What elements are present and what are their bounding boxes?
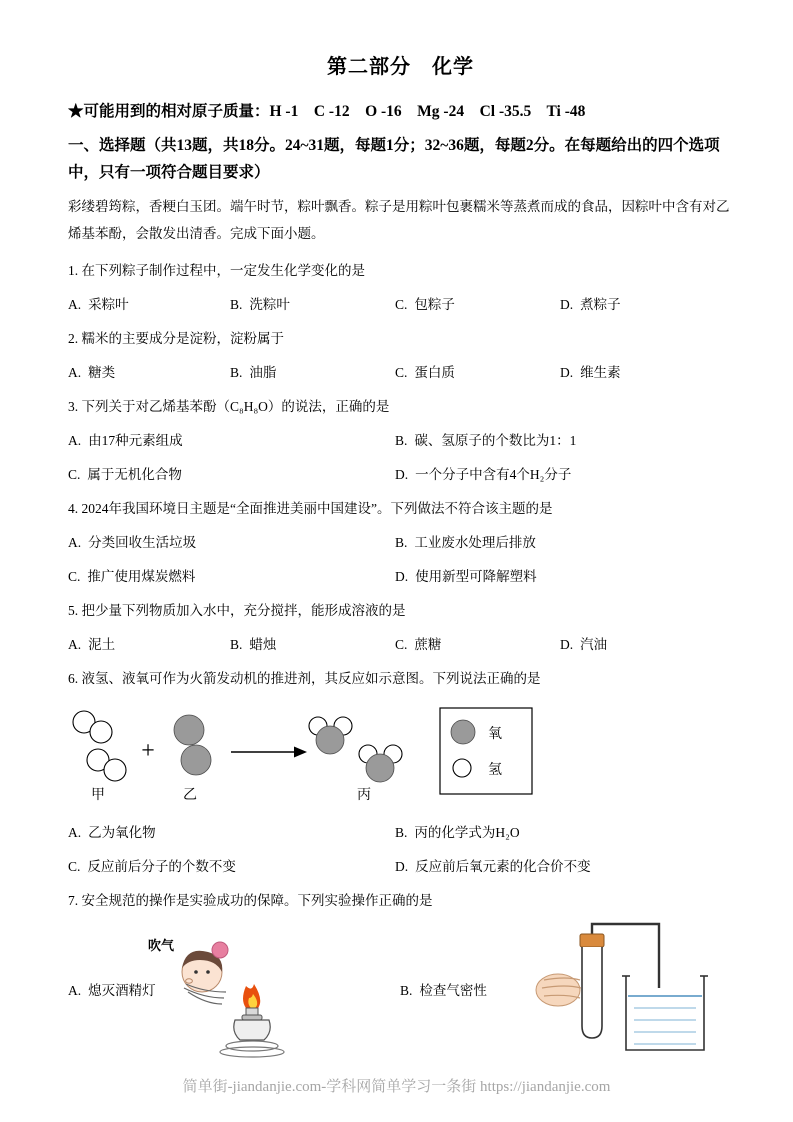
option-label: A.	[68, 637, 82, 652]
label-bing: 丙	[357, 788, 371, 803]
option-b	[400, 980, 487, 1001]
legend-box	[440, 708, 532, 794]
alcohol-lamp-icon	[220, 1008, 284, 1057]
option-b	[395, 532, 733, 553]
question-4-options	[68, 532, 733, 587]
option-label: D.	[395, 569, 409, 584]
question-7	[68, 890, 733, 1076]
option-c	[68, 464, 395, 485]
question-1	[68, 260, 733, 315]
option-text: 反应前后分子的个数不变	[87, 859, 236, 874]
option-a	[68, 532, 395, 553]
question-5	[68, 600, 733, 655]
question-3-options	[68, 430, 733, 485]
option-text: 使用新型可降解塑料	[415, 569, 537, 584]
option-text: 属于无机化合物	[87, 467, 182, 482]
oxygen-molecule	[174, 715, 211, 775]
atomic-mass-line: ★可能用到的相对原子质量：H -1 C -12 O -16 Mg -24 Cl -35.5 Ti -48	[68, 103, 586, 120]
option-text: 推广使用煤炭燃料	[87, 569, 196, 584]
option-text: 维生素	[580, 365, 621, 380]
label-jia: 甲	[91, 788, 105, 803]
water-molecule	[309, 717, 352, 754]
question-1-options	[68, 294, 733, 315]
option-text: 碳、氢原子的个数比为1：1	[414, 433, 577, 448]
option-c	[395, 294, 560, 315]
option-text: 反应前后氧元素的化合价不变	[415, 859, 591, 874]
question-3	[68, 396, 733, 485]
option-label: A.	[68, 433, 82, 448]
option-label: B.	[230, 297, 243, 312]
test-tube-icon	[582, 947, 602, 1038]
option-d	[560, 362, 733, 383]
plus-sign: +	[141, 738, 155, 764]
reaction-diagram	[68, 702, 733, 809]
legend-oxygen-icon	[451, 720, 475, 744]
intro-text: 彩缕碧筠粽，香粳白玉团。端午时节，粽叶飘香。粽子是用粽叶包裹糯米等蒸煮而成的食品，因粽叶中含有对乙烯基苯酚，会散发出清香。完成下面小题。	[68, 199, 730, 241]
option-text: 泥土	[88, 637, 116, 652]
option-label: A.	[68, 825, 82, 840]
option-label: D.	[560, 365, 574, 380]
option-text: 工业废水处理后排放	[414, 535, 536, 550]
option-text: 分类回收生活垃圾	[88, 535, 197, 550]
option-text: 乙为氧化物	[88, 825, 156, 840]
label-yi: 乙	[183, 788, 197, 803]
hydrogen-molecule	[73, 711, 112, 743]
alcohol-lamp-illustration	[140, 926, 320, 1062]
reaction-arrow-icon	[231, 747, 307, 758]
option-label: B.	[400, 983, 413, 998]
option-c	[68, 566, 395, 587]
option-text: 洗粽叶	[249, 297, 290, 312]
option-a	[68, 634, 230, 655]
option-c	[68, 856, 395, 877]
question-5-options	[68, 634, 733, 655]
option-text: 熄灭酒精灯	[88, 983, 156, 998]
option-label: C.	[395, 637, 408, 652]
option-b	[395, 430, 733, 451]
option-d	[395, 566, 733, 587]
legend-hydrogen-icon	[453, 759, 471, 777]
question-7-figures	[68, 924, 733, 1076]
question-6-stem: 6. 液氢、液氧可作为火箭发动机的推进剂，其反应如示意图。下列说法正确的是	[68, 671, 541, 686]
rubber-stopper-icon	[580, 934, 604, 947]
question-6	[68, 668, 733, 877]
question-1-stem: 1. 在下列粽子制作过程中，一定发生化学变化的是	[68, 263, 365, 278]
question-6-options	[68, 822, 733, 877]
question-5-stem: 5. 把少量下列物质加入水中，充分搅拌，能形成溶液的是	[68, 603, 406, 618]
option-text: 蛋白质	[414, 365, 455, 380]
option-label: C.	[68, 569, 81, 584]
legend-oxygen-label: 氧	[488, 727, 502, 742]
hydrogen-molecule	[87, 749, 126, 781]
section-header: 一、选择题（共13题，共18分。24~31题，每题1分；32~36题，每题2分。在每题给出的四个选项中，只有一项符合题目要求）	[68, 137, 720, 181]
option-label: D.	[395, 467, 409, 482]
option-label: C.	[68, 467, 81, 482]
option-label: C.	[395, 365, 408, 380]
option-text: 蔗糖	[414, 637, 442, 652]
option-d	[560, 634, 733, 655]
option-d	[560, 294, 733, 315]
option-label: D.	[395, 859, 409, 874]
option-label: A.	[68, 365, 82, 380]
option-b	[230, 362, 395, 383]
question-2-options	[68, 362, 733, 383]
question-2	[68, 328, 733, 383]
beaker-icon	[622, 976, 708, 1050]
option-text: 一个分子中含有4个H₂分子	[415, 467, 572, 482]
hand-icon	[536, 974, 581, 1006]
option-text: 汽油	[580, 637, 608, 652]
option-label: A.	[68, 297, 82, 312]
girl-face-icon	[182, 942, 228, 992]
question-4-stem: 4. 2024年我国环境日主题是“全面推进美丽中国建设”。下列做法不符合该主题的是	[68, 501, 553, 516]
option-label: B.	[395, 535, 408, 550]
option-d	[395, 464, 733, 485]
option-label: B.	[395, 825, 408, 840]
footer-watermark: 简单街-jiandanjie.com-学科网简单学习一条街 https://jiandanjie.com	[182, 1079, 611, 1095]
option-label: D.	[560, 297, 574, 312]
option-label: B.	[395, 433, 408, 448]
option-label: C.	[68, 859, 81, 874]
question-3-stem: 3. 下列关于对乙烯基苯酚（C₈H₈O）的说法，正确的是	[68, 399, 390, 414]
page-title: 第二部分 化学	[327, 56, 474, 78]
option-text: 包粽子	[414, 297, 455, 312]
option-label: D.	[560, 637, 574, 652]
option-a	[68, 362, 230, 383]
option-text: 蜡烛	[249, 637, 277, 652]
option-b	[395, 822, 733, 843]
option-c	[395, 634, 560, 655]
option-label: A.	[68, 535, 82, 550]
flame-icon	[243, 984, 260, 1011]
option-text: 由17种元素组成	[88, 433, 183, 448]
option-label: A.	[68, 983, 82, 998]
gas-tightness-illustration	[496, 918, 731, 1068]
question-7-stem: 7. 安全规范的操作是实验成功的保障。下列实验操作正确的是	[68, 893, 433, 908]
option-label: B.	[230, 637, 243, 652]
legend-hydrogen-label: 氢	[488, 763, 502, 778]
option-text: 油脂	[249, 365, 277, 380]
reaction-diagram-svg	[68, 702, 538, 804]
option-label: C.	[395, 297, 408, 312]
question-2-stem: 2. 糯米的主要成分是淀粉，淀粉属于	[68, 331, 284, 346]
option-a	[68, 822, 395, 843]
option-b	[230, 294, 395, 315]
question-4	[68, 498, 733, 587]
option-text: 采粽叶	[88, 297, 129, 312]
option-text: 丙的化学式为H₂O	[414, 825, 520, 840]
water-molecule	[359, 745, 402, 782]
blow-air-label: 吹气	[148, 938, 175, 953]
option-text: 煮粽子	[580, 297, 621, 312]
option-b	[230, 634, 395, 655]
option-c	[395, 362, 560, 383]
option-text: 糖类	[88, 365, 116, 380]
option-label: B.	[230, 365, 243, 380]
option-text: 检查气密性	[419, 983, 487, 998]
option-a	[68, 430, 395, 451]
option-d	[395, 856, 733, 877]
option-a	[68, 294, 230, 315]
